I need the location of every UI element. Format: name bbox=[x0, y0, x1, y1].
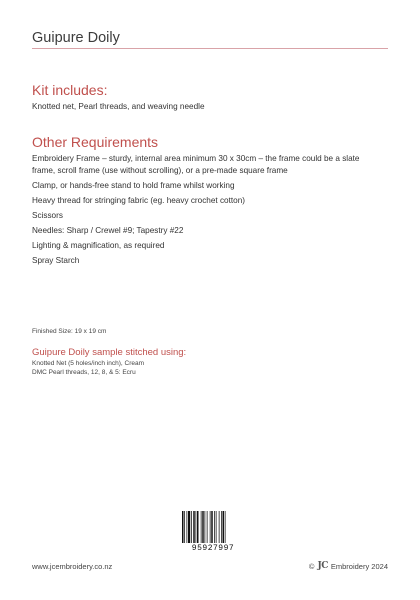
barcode-bar bbox=[182, 511, 184, 543]
list-item: Clamp, or hands-free stand to hold frame whilst working bbox=[32, 180, 235, 190]
barcode-image bbox=[181, 511, 245, 543]
requirements-list bbox=[32, 153, 382, 266]
copyright-symbol: © bbox=[308, 561, 315, 571]
title-divider bbox=[32, 48, 388, 49]
barcode-bar bbox=[201, 511, 202, 543]
barcode-bar bbox=[196, 511, 197, 543]
barcode-bar bbox=[197, 511, 199, 543]
barcode-bar bbox=[187, 511, 188, 543]
list-item: Lighting & magnification, as required bbox=[32, 240, 165, 250]
barcode-bar bbox=[210, 511, 211, 543]
barcode-bar bbox=[221, 511, 222, 543]
kit-text: Knotted net, Pearl threads, and weaving needle bbox=[32, 102, 205, 111]
barcode-bar bbox=[223, 511, 225, 543]
barcode bbox=[181, 511, 245, 553]
requirements-heading: Other Requirements bbox=[32, 134, 159, 150]
footer-website: www.jcembroidery.co.nz bbox=[32, 562, 113, 571]
list-item: Embroidery Frame – sturdy, internal area minimum 30 x 30cm – the frame could be a slate frame, scroll frame (use without scrolling), or a pre-made square frame bbox=[32, 154, 360, 175]
barcode-bar bbox=[188, 511, 190, 543]
sample-heading: Guipure Doily sample stitched using: bbox=[32, 347, 187, 358]
company-name: Embroidery 2024 bbox=[330, 561, 388, 571]
barcode-bar bbox=[207, 511, 208, 543]
barcode-bar bbox=[184, 511, 185, 543]
barcode-bar bbox=[205, 511, 206, 543]
barcode-bar bbox=[216, 511, 217, 543]
sample-line: Knotted Net (5 holes/inch inch), Cream bbox=[32, 360, 144, 367]
kit-section bbox=[32, 82, 382, 113]
barcode-bar bbox=[193, 511, 195, 543]
barcode-number: 95927997 bbox=[191, 544, 235, 553]
list-item: Scissors bbox=[32, 210, 63, 220]
jc-logo-icon: JC bbox=[317, 561, 328, 571]
requirements-section bbox=[32, 134, 382, 270]
finished-size: Finished Size: 19 x 19 cm bbox=[32, 328, 107, 335]
barcode-bar bbox=[214, 511, 215, 543]
barcode-bar bbox=[225, 511, 226, 543]
sample-section bbox=[32, 347, 382, 377]
sample-line: DMC Pearl threads, 12, 8, & 5: Ecru bbox=[32, 369, 136, 376]
footer-copyright bbox=[309, 561, 388, 571]
list-item: Spray Starch bbox=[32, 255, 80, 265]
list-item: Heavy thread for stringing fabric (eg. heavy crochet cotton) bbox=[32, 195, 245, 205]
barcode-bar bbox=[191, 511, 192, 543]
kit-heading: Kit includes: bbox=[32, 82, 108, 98]
barcode-bar bbox=[202, 511, 204, 543]
barcode-bar bbox=[211, 511, 213, 543]
page-title: Guipure Doily bbox=[32, 30, 120, 46]
list-item: Needles: Sharp / Crewel #9; Tapestry #22 bbox=[32, 225, 184, 235]
barcode-bar bbox=[219, 511, 220, 543]
